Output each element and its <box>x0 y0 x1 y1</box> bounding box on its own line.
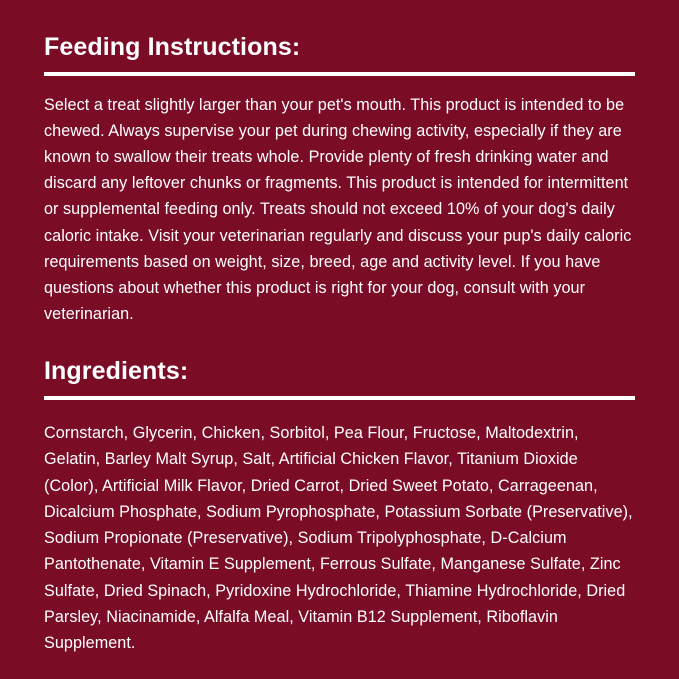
ingredients-section <box>44 358 635 657</box>
ingredients-heading: Ingredients: <box>44 356 189 385</box>
feeding-instructions-section <box>44 34 635 328</box>
feeding-instructions-heading: Feeding Instructions: <box>44 33 301 61</box>
feeding-instructions-divider <box>44 72 635 76</box>
feeding-instructions-text: Select a treat slightly larger than your pet's mouth. This product is intended to be chewed. Always supervise your pet during chewing activity, especially if they are known to swallow their treats whole. Provide plenty of fresh drinking water and discard any leftover chunks or fragments. This product is intended for intermittent or supplemental feeding only. Treats should not exceed 10% of your dog's daily caloric intake. Visit your veterinarian regularly and discuss your pup's daily caloric requirements based on weight, size, breed, age and activity level. If you have questions about whether this product is right for your dog, consult with your veterinarian. <box>44 95 632 324</box>
ingredients-divider <box>44 396 635 400</box>
ingredients-text: Cornstarch, Glycerin, Chicken, Sorbitol, Pea Flour, Fructose, Maltodextrin, Gelatin, Barley Malt Syrup, Salt, Artificial Chicken Flavor, Titanium Dioxide (Color), Artificial Milk Flavor, Dried Carrot, Dried Sweet Potato, Carrageenan, Dicalcium Phosphate, Sodium Pyrophosphate, Potassium Sorbate (Preservative), Sodium Propionate (Preservative), Sodium Tripolyphosphate, D-Calcium Pantothenate, Vitamin E Supplement, Ferrous Sulfate, Manganese Sulfate, Zinc Sulfate, Dried Spinach, Pyridoxine Hydrochloride, Thiamine Hydrochloride, Dried Parsley, Niacinamide, Alfalfa Meal, Vitamin B12 Supplement, Riboflavin Supplement. <box>44 424 633 652</box>
